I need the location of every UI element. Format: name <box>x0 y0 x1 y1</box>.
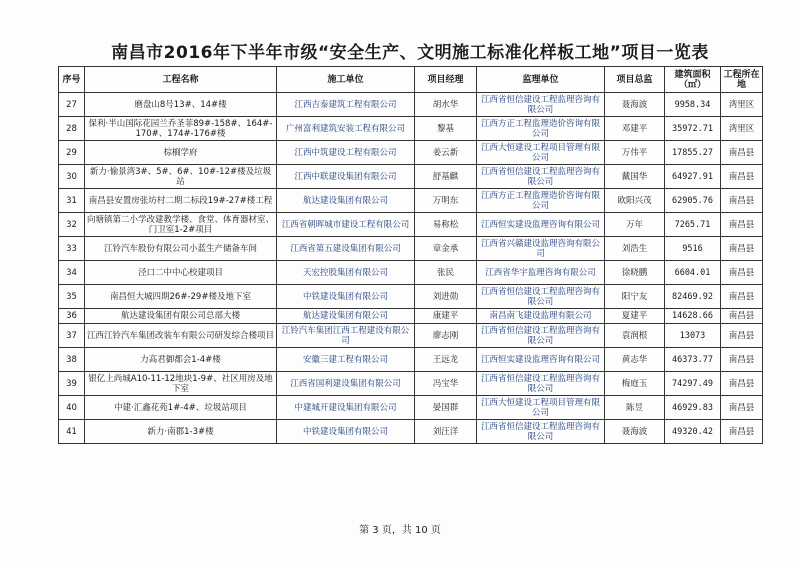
cell-chief-supervisor: 黄志华 <box>605 348 665 372</box>
cell-supervisor-unit: 江西省恒信建设工程监理咨询有限公司 <box>477 420 605 444</box>
cell-manager: 康建平 <box>415 309 477 324</box>
cell-supervisor-unit: 江西省恒信建设工程监理咨询有限公司 <box>477 324 605 348</box>
cell-no: 33 <box>59 237 85 261</box>
table-row <box>59 309 763 324</box>
cell-manager: 万明东 <box>415 189 477 213</box>
cell-project: 保利·半山国际花园兰乔圣菲89#-158#、164#-170#、174#-176#楼 <box>85 117 277 141</box>
header-project: 工程名称 <box>85 67 277 93</box>
cell-chief-supervisor: 戴国华 <box>605 165 665 189</box>
cell-manager: 晏国群 <box>415 396 477 420</box>
cell-no: 29 <box>59 141 85 165</box>
cell-manager: 姜云新 <box>415 141 477 165</box>
cell-manager: 张民 <box>415 261 477 285</box>
cell-supervisor-unit: 江西省恒信建设工程监理咨询有限公司 <box>477 165 605 189</box>
cell-supervisor-unit: 南昌南飞建设监理有限公司 <box>477 309 605 324</box>
cell-manager: 胡水华 <box>415 93 477 117</box>
cell-supervisor-unit: 江西省恒信建设工程监理咨询有限公司 <box>477 285 605 309</box>
table-row <box>59 324 763 348</box>
cell-project: 南昌县安置房张坊村二期二标段19#-27#楼工程 <box>85 189 277 213</box>
table-row <box>59 372 763 396</box>
page-number: 第 3 页，共 10 页 <box>359 525 441 536</box>
cell-area: 9958.34 <box>665 93 721 117</box>
cell-builder: 航达建设集团有限公司 <box>277 309 415 324</box>
cell-location: 南昌县 <box>721 285 763 309</box>
cell-builder: 江铃汽车集团江西工程建设有限公司 <box>277 324 415 348</box>
cell-location: 南昌县 <box>721 141 763 165</box>
cell-builder: 航达建设集团有限公司 <box>277 189 415 213</box>
table-row <box>59 117 763 141</box>
cell-location: 南昌县 <box>721 309 763 324</box>
cell-area: 35972.71 <box>665 117 721 141</box>
cell-project: 南昌恒大城四期26#-29#楼及地下室 <box>85 285 277 309</box>
cell-chief-supervisor: 袁润根 <box>605 324 665 348</box>
cell-builder: 广州富利建筑安装工程有限公司 <box>277 117 415 141</box>
cell-location: 南昌县 <box>721 165 763 189</box>
cell-supervisor-unit: 江西省恒信建设工程监理咨询有限公司 <box>477 372 605 396</box>
cell-supervisor-unit: 江西大恒建设工程项目管理有限公司 <box>477 396 605 420</box>
cell-builder: 中铁建设集团有限公司 <box>277 285 415 309</box>
cell-builder: 中铁建设集团有限公司 <box>277 420 415 444</box>
table-row <box>59 213 763 237</box>
cell-location: 南昌县 <box>721 348 763 372</box>
page-title: 南昌市2016年下半年市级“安全生产、文明施工标准化样板工地”项目一览表 <box>111 43 709 63</box>
cell-project: 泾口二中中心校建项目 <box>85 261 277 285</box>
table-row <box>59 93 763 117</box>
cell-area: 46929.83 <box>665 396 721 420</box>
cell-location: 南昌县 <box>721 324 763 348</box>
cell-builder: 江西省国利建设集团有限公司 <box>277 372 415 396</box>
cell-no: 30 <box>59 165 85 189</box>
cell-no: 34 <box>59 261 85 285</box>
cell-manager: 舒基麒 <box>415 165 477 189</box>
cell-supervisor-unit: 江西省兴赣建设监理咨询有限公司 <box>477 237 605 261</box>
table-row <box>59 165 763 189</box>
cell-project: 新力·南郡1-3#楼 <box>85 420 277 444</box>
cell-manager: 廖志刚 <box>415 324 477 348</box>
cell-project: 力高君御都会1-4#楼 <box>85 348 277 372</box>
cell-location: 南昌县 <box>721 189 763 213</box>
cell-area: 62905.76 <box>665 189 721 213</box>
header-location: 工程所在地 <box>721 67 763 93</box>
cell-supervisor-unit: 江西大恒建设工程项目管理有限公司 <box>477 141 605 165</box>
cell-chief-supervisor: 陈昱 <box>605 396 665 420</box>
table-row <box>59 189 763 213</box>
cell-chief-supervisor: 万伟平 <box>605 141 665 165</box>
cell-chief-supervisor: 梅庭玉 <box>605 372 665 396</box>
cell-area: 74297.49 <box>665 372 721 396</box>
cell-chief-supervisor: 万年 <box>605 213 665 237</box>
header-area: 建筑面积（㎡） <box>665 67 721 93</box>
cell-project: 银亿上尚城A10-11-12地块1-9#、社区用房及地下室 <box>85 372 277 396</box>
cell-area: 82469.92 <box>665 285 721 309</box>
table-row <box>59 348 763 372</box>
cell-location: 南昌县 <box>721 213 763 237</box>
cell-supervisor-unit: 江西方正工程监理造价咨询有限公司 <box>477 189 605 213</box>
cell-chief-supervisor: 徐晓鹏 <box>605 261 665 285</box>
cell-area: 7265.71 <box>665 213 721 237</box>
cell-area: 14628.66 <box>665 309 721 324</box>
header-builder: 施工单位 <box>277 67 415 93</box>
cell-project: 中建·汇鑫花苑1#-4#、垃圾站项目 <box>85 396 277 420</box>
cell-chief-supervisor: 邓建平 <box>605 117 665 141</box>
cell-builder: 江西吉泰建筑工程有限公司 <box>277 93 415 117</box>
cell-project: 江西江铃汽车集团改装车有限公司研发综合楼项目 <box>85 324 277 348</box>
table-row <box>59 396 763 420</box>
cell-location: 南昌县 <box>721 261 763 285</box>
cell-supervisor-unit: 江西省恒信建设工程监理咨询有限公司 <box>477 93 605 117</box>
cell-project: 磨盘山8号13#、14#楼 <box>85 93 277 117</box>
cell-builder: 天宏控股集团有限公司 <box>277 261 415 285</box>
cell-manager: 章金承 <box>415 237 477 261</box>
cell-location: 南昌县 <box>721 396 763 420</box>
table-header-row <box>59 67 763 93</box>
cell-location: 南昌县 <box>721 237 763 261</box>
cell-no: 31 <box>59 189 85 213</box>
cell-manager: 王远龙 <box>415 348 477 372</box>
cell-project: 航达建设集团有限公司总部大楼 <box>85 309 277 324</box>
cell-project: 新力·愉景湾3#、5#、6#、10#-12#楼及垃圾站 <box>85 165 277 189</box>
cell-builder: 江西中联建设集团有限公司 <box>277 165 415 189</box>
table-row <box>59 420 763 444</box>
header-no: 序号 <box>59 67 85 93</box>
cell-chief-supervisor: 夏建平 <box>605 309 665 324</box>
table-row <box>59 141 763 165</box>
cell-manager: 冯宝华 <box>415 372 477 396</box>
cell-builder: 江西省朝晖城市建设工程有限公司 <box>277 213 415 237</box>
cell-no: 37 <box>59 324 85 348</box>
cell-location: 湾里区 <box>721 93 763 117</box>
cell-no: 39 <box>59 372 85 396</box>
cell-project: 江铃汽车股份有限公司小蓝生产储备车间 <box>85 237 277 261</box>
table-row <box>59 285 763 309</box>
cell-supervisor-unit: 江西恒实建设监理咨询有限公司 <box>477 348 605 372</box>
cell-no: 36 <box>59 309 85 324</box>
table-row <box>59 261 763 285</box>
cell-supervisor-unit: 江西恒实建设监理咨询有限公司 <box>477 213 605 237</box>
cell-location: 南昌县 <box>721 420 763 444</box>
cell-supervisor-unit: 江西方正工程监理造价咨询有限公司 <box>477 117 605 141</box>
cell-chief-supervisor: 聂海波 <box>605 420 665 444</box>
cell-no: 32 <box>59 213 85 237</box>
cell-location: 南昌县 <box>721 372 763 396</box>
cell-area: 13073 <box>665 324 721 348</box>
header-manager: 项目经理 <box>415 67 477 93</box>
cell-area: 64927.91 <box>665 165 721 189</box>
cell-no: 28 <box>59 117 85 141</box>
cell-supervisor-unit: 江西省华宇监理咨询有限公司 <box>477 261 605 285</box>
cell-project: 棕榈学府 <box>85 141 277 165</box>
cell-no: 41 <box>59 420 85 444</box>
table-row <box>59 237 763 261</box>
cell-no: 38 <box>59 348 85 372</box>
cell-manager: 易称松 <box>415 213 477 237</box>
cell-project: 向塘镇第二小学改建教学楼、食堂、体育器材室、门卫室1-2#项目 <box>85 213 277 237</box>
header-chief-supervisor: 项目总监 <box>605 67 665 93</box>
cell-builder: 安徽三建工程有限公司 <box>277 348 415 372</box>
cell-area: 9516 <box>665 237 721 261</box>
cell-builder: 江西中筑建设工程有限公司 <box>277 141 415 165</box>
cell-chief-supervisor: 聂海波 <box>605 93 665 117</box>
cell-area: 6604.01 <box>665 261 721 285</box>
cell-manager: 刘进勋 <box>415 285 477 309</box>
header-supervisor-unit: 监理单位 <box>477 67 605 93</box>
cell-builder: 江西省第五建设集团有限公司 <box>277 237 415 261</box>
cell-no: 35 <box>59 285 85 309</box>
cell-location: 湾里区 <box>721 117 763 141</box>
cell-area: 46373.77 <box>665 348 721 372</box>
cell-chief-supervisor: 欧阳兴茂 <box>605 189 665 213</box>
cell-area: 17855.27 <box>665 141 721 165</box>
project-table <box>58 66 763 444</box>
cell-manager: 刘汪洋 <box>415 420 477 444</box>
cell-chief-supervisor: 刘浩生 <box>605 237 665 261</box>
cell-chief-supervisor: 阳宁友 <box>605 285 665 309</box>
cell-no: 40 <box>59 396 85 420</box>
cell-builder: 中建城开建设集团有限公司 <box>277 396 415 420</box>
cell-area: 49320.42 <box>665 420 721 444</box>
cell-no: 27 <box>59 93 85 117</box>
cell-manager: 黎基 <box>415 117 477 141</box>
